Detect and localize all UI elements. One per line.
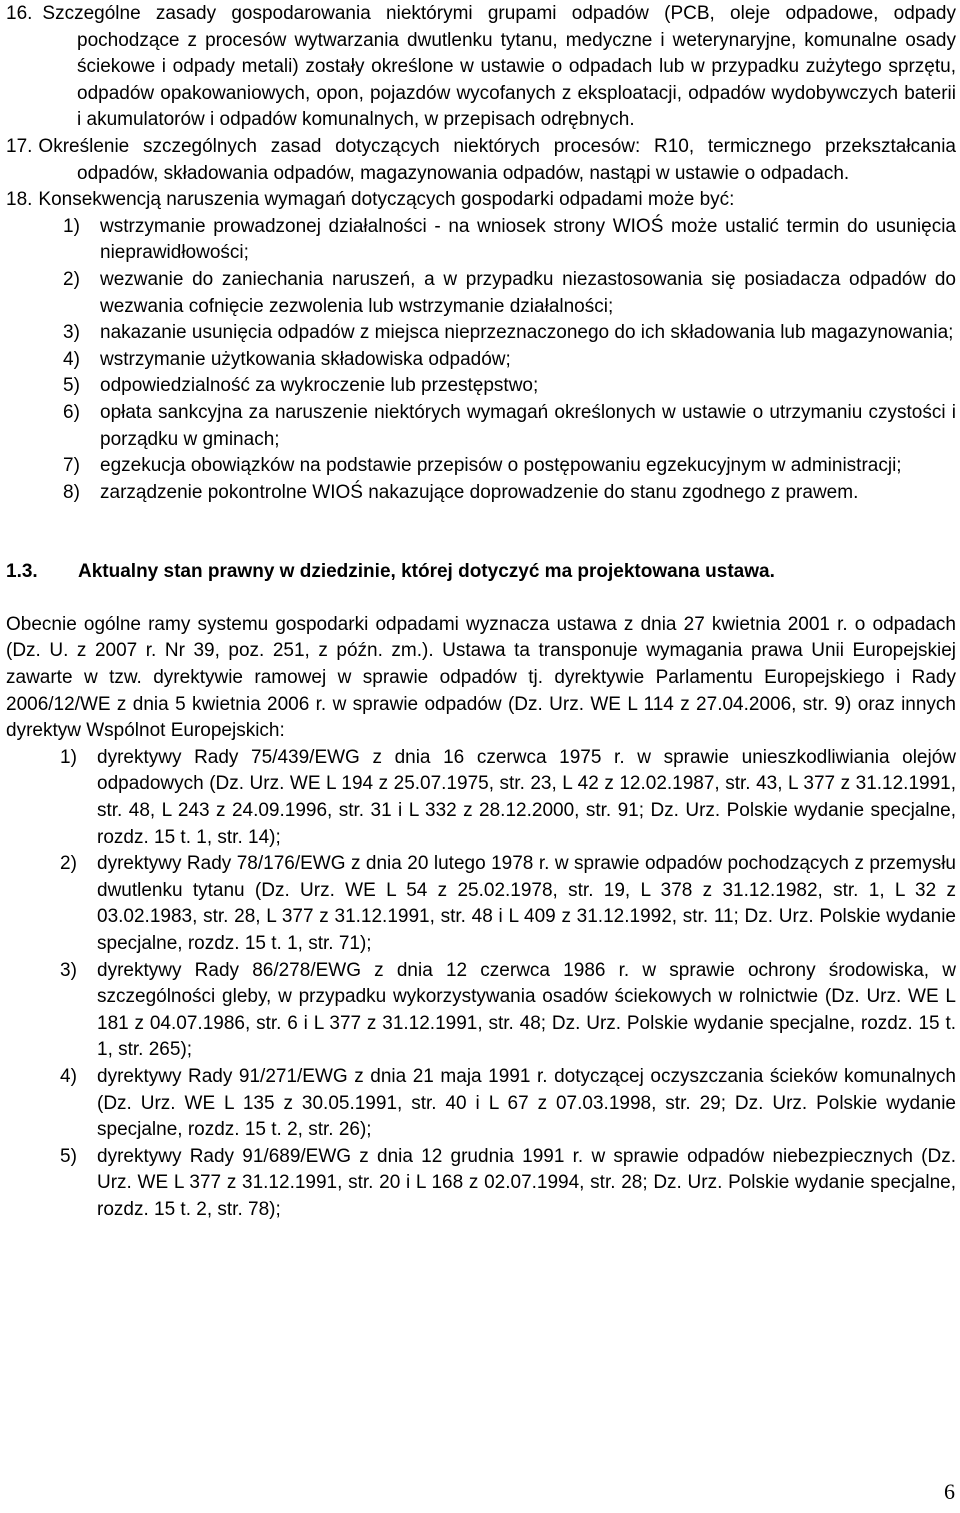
list-item-text: egzekucja obowiązków na podstawie przepisów o postępowaniu egzekucyjnym w administracji; (100, 455, 902, 477)
intro-paragraph: Obecnie ogólne ramy systemu gospodarki odpadami wyznacza ustawa z dnia 27 kwietnia 2001 r. o odpadach (Dz. U. z 2007 r. Nr 39, poz. 251, z późn. zm.). Ustawa ta transponuje wymagania prawa Unii Europejskiej zawarte w tzw. dyrektywie ramowej w sprawie odpadów tj. dyrektywie Parlamentu Europejskiego i Rady 2006/12/WE z dnia 5 kwietnia 2006 r. w sprawie odpadów (Dz. Urz. WE L 114 z 27.04.2006, str. 9) oraz innych dyrektyw Wspólnot Europejskich: (6, 613, 956, 742)
paragraph-item-18 (6, 187, 956, 214)
list-item-text: wstrzymanie prowadzonej działalności - na wniosek strony WIOŚ może ustalić termin do usunięcia nieprawidłowości; (100, 215, 956, 264)
consequences-list (6, 214, 956, 507)
paragraph-item-17 (6, 134, 956, 187)
list-item (6, 214, 956, 267)
list-item-number: 2) (60, 853, 77, 875)
list-item (6, 1144, 956, 1224)
list-item-text: zarządzenie pokontrolne WIOŚ nakazujące doprowadzenie do stanu zgodnego z prawem. (100, 481, 859, 503)
item-text: Konsekwencją naruszenia wymagań dotyczących gospodarki odpadami może być: (38, 189, 735, 211)
item-number: 17. (6, 135, 33, 157)
list-item (6, 347, 956, 374)
list-item-number: 3) (60, 959, 77, 981)
list-item (6, 320, 956, 347)
document-page (6, 1, 956, 1224)
list-item-text: wstrzymanie użytkowania składowiska odpadów; (100, 348, 511, 370)
list-item-number: 4) (60, 1065, 77, 1087)
list-item (6, 1064, 956, 1144)
list-item-number: 1) (63, 215, 80, 237)
list-item-text: wezwanie do zaniechania naruszeń, a w przypadku niezastosowania się posiadacza odpadów do wezwania cofnięcie zezwolenia lub wstrzymanie działalności; (100, 268, 956, 317)
list-item-number: 5) (60, 1145, 77, 1167)
section-heading (6, 559, 956, 586)
list-item-text: dyrektywy Rady 86/278/EWG z dnia 12 czerwca 1986 r. w sprawie ochrony środowiska, w szczególności gleby, w przypadku wykorzystywania osadów ściekowych w rolnictwie (Dz. Urz. WE L 181 z 04.07.1986, str. 6 i L 377 z 31.12.1991, str. 48; Dz. Urz. Polskie wydanie specjalne, rozdz. 15 t. 1, str. 265); (97, 959, 956, 1061)
page-number: 6 (944, 1479, 955, 1504)
item-text: Szczególne zasady gospodarowania niektórymi grupami odpadów (PCB, oleje odpadowe, odpady pochodzące z procesów wytwarzania dwutlenku tytanu, medyczne i weterynaryjne, komunalne osady ściekowe i odpady metali) zostały określone w ustawie o odpadach lub w przypadku zużytego sprzętu, odpadów opakowaniowych, opon, pojazdów wycofanych z eksploatacji, odpadów wydobywczych baterii i akumulatorów i odpadów komunalnych, w przepisach odrębnych. (42, 3, 956, 131)
list-item (6, 267, 956, 320)
list-item-number: 7) (63, 455, 80, 477)
list-item-text: dyrektywy Rady 78/176/EWG z dnia 20 lutego 1978 r. w sprawie odpadów pochodzących z przemysłu dwutlenku tytanu (Dz. Urz. WE L 54 z 25.02.1978, str. 19, L 378 z 31.12.1982, str. 1, L 32 z 03.02.1983, str. 28, L 377 z 31.12.1991, str. 48 i L 409 z 31.12.1992, str. 11; Dz. Urz. Polskie wydanie specjalne, rozdz. 15 t. 1, str. 71); (97, 853, 956, 954)
item-number: 16. (6, 3, 33, 24)
list-item-number: 2) (63, 268, 80, 290)
directives-list (6, 745, 956, 1224)
list-item-number: 3) (63, 322, 80, 344)
item-number: 18. (6, 189, 33, 211)
list-item (6, 851, 956, 957)
list-item-text: nakazanie usunięcia odpadów z miejsca nieprzeznaczonego do ich składowania lub magazynowania; (100, 322, 954, 344)
list-item-text: dyrektywy Rady 75/439/EWG z dnia 16 czerwca 1975 r. w sprawie unieszkodliwiania olejów odpadowych (Dz. Urz. WE L 194 z 25.07.1975, str. 23, L 42 z 12.02.1987, str. 43, L 377 z 31.12.1991, str. 48, L 243 z 24.09.1996, str. 31 i L 332 z 28.12.2000, str. 91; Dz. Urz. Polskie wydanie specjalne, rozdz. 15 t. 1, str. 14); (97, 746, 956, 848)
list-item (6, 745, 956, 851)
section-number: 1.3. (6, 561, 38, 583)
list-item-text: odpowiedzialność za wykroczenie lub przestępstwo; (100, 375, 539, 397)
list-item (6, 480, 956, 507)
list-item-number: 8) (63, 481, 80, 503)
list-item-number: 1) (60, 746, 77, 768)
section-title: Aktualny stan prawny w dziedzinie, której dotyczyć ma projektowana ustawa. (78, 561, 775, 583)
list-item-text: dyrektywy Rady 91/689/EWG z dnia 12 grudnia 1991 r. w sprawie odpadów niebezpiecznych (Dz. Urz. WE L 377 z 31.12.1991, str. 20 i L 168 z 02.07.1994, str. 28; Dz. Urz. Polskie wydanie specjalne, rozdz. 15 t. 2, str. 78); (97, 1145, 956, 1220)
list-item (6, 453, 956, 480)
list-item (6, 373, 956, 400)
item-text: Określenie szczególnych zasad dotyczących niektórych procesów: R10, termicznego przekształcania odpadów, składowania odpadów, magazynowania odpadów, nastąpi w ustawie o odpadach. (38, 135, 956, 184)
list-item-text: opłata sankcyjna za naruszenie niektórych wymagań określonych w ustawie o utrzymaniu czystości i porządku w gminach; (100, 401, 956, 450)
list-item-number: 4) (63, 348, 80, 370)
list-item-number: 6) (63, 401, 80, 423)
list-item-number: 5) (63, 375, 80, 397)
list-item-text: dyrektywy Rady 91/271/EWG z dnia 21 maja 1991 r. dotyczącej oczyszczania ścieków komunalnych (Dz. Urz. WE L 135 z 30.05.1991, str. 40 i L 67 z 07.03.1998, str. 29; Dz. Urz. Polskie wydanie specjalne, rozdz. 15 t. 2, str. 26); (97, 1065, 956, 1141)
paragraph-item-16 (6, 1, 956, 134)
list-item (6, 958, 956, 1064)
list-item (6, 400, 956, 453)
